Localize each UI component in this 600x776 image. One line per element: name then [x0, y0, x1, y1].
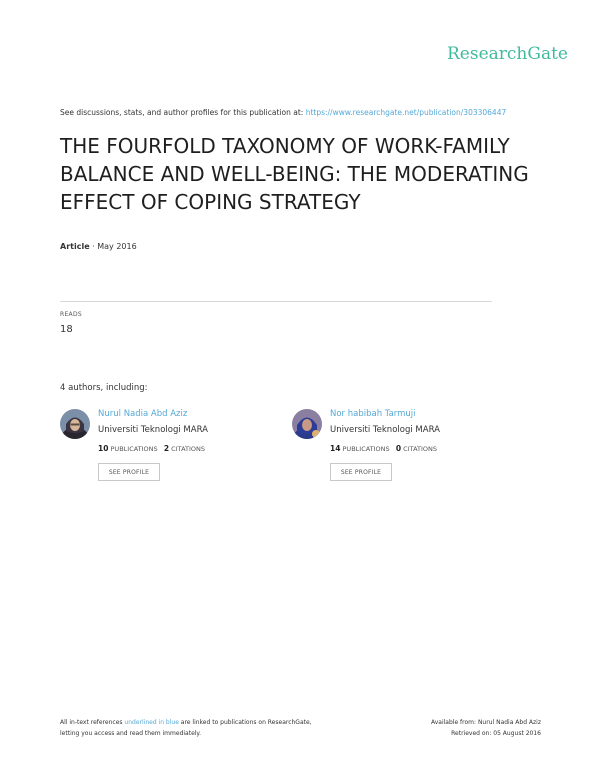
author-name[interactable]: Nurul Nadia Abd Aziz [98, 409, 188, 419]
authors-heading: 4 authors, including: [60, 383, 148, 393]
underlined-link-sample[interactable]: underlined in blue [124, 719, 179, 726]
publication-type: Article [60, 242, 90, 251]
citations-label: CITATIONS [171, 445, 206, 453]
see-profile-button[interactable]: SEE PROFILE [98, 463, 160, 481]
discussion-line [60, 108, 506, 117]
availability-note [400, 717, 541, 739]
avatar[interactable] [292, 409, 322, 439]
footer-line-1 [60, 717, 312, 728]
available-from: Available from: Nurul Nadia Abd Aziz [430, 719, 541, 726]
footer-text: are linked to publications on ResearchGate, [178, 719, 312, 726]
reads-label: READS [60, 311, 82, 318]
citations-label: CITATIONS [403, 445, 438, 453]
discussion-prefix: See discussions, stats, and author profiles for this publication at: [60, 108, 306, 117]
publication-title: THE FOURFOLD TAXONOMY OF WORK-FAMILY BALANCE AND WELL-BEING: THE MODERATING EFFECT OF COPING STRATEGY [60, 134, 529, 214]
author-name[interactable]: Nor habibah Tarmuji [330, 409, 416, 419]
divider [60, 301, 492, 302]
publications-count: 14 [330, 444, 341, 453]
publication-date: · May 2016 [89, 242, 137, 251]
author-stats [330, 444, 437, 453]
publications-label: PUBLICATIONS [342, 445, 390, 453]
footer-note [60, 717, 312, 739]
author-institution: Universiti Teknologi MARA [330, 425, 440, 435]
citations-count: 0 [395, 444, 402, 453]
footer-line-2: letting you access and read them immediately. [60, 730, 202, 737]
reads-count: 18 [60, 324, 73, 335]
publication-meta [60, 242, 137, 251]
author-stats [98, 444, 205, 453]
retrieved-on: Retrieved on: 05 August 2016 [451, 730, 541, 737]
footer-text: All in-text references [60, 719, 125, 726]
author-institution: Universiti Teknologi MARA [98, 425, 208, 435]
publications-label: PUBLICATIONS [110, 445, 158, 453]
publication-link[interactable]: https://www.researchgate.net/publication/303306447 [305, 108, 507, 117]
citations-count: 2 [163, 444, 170, 453]
avatar[interactable] [60, 409, 90, 439]
publications-count: 10 [98, 444, 109, 453]
see-profile-button[interactable]: SEE PROFILE [330, 463, 392, 481]
researchgate-logo[interactable]: ResearchGate [447, 44, 568, 64]
